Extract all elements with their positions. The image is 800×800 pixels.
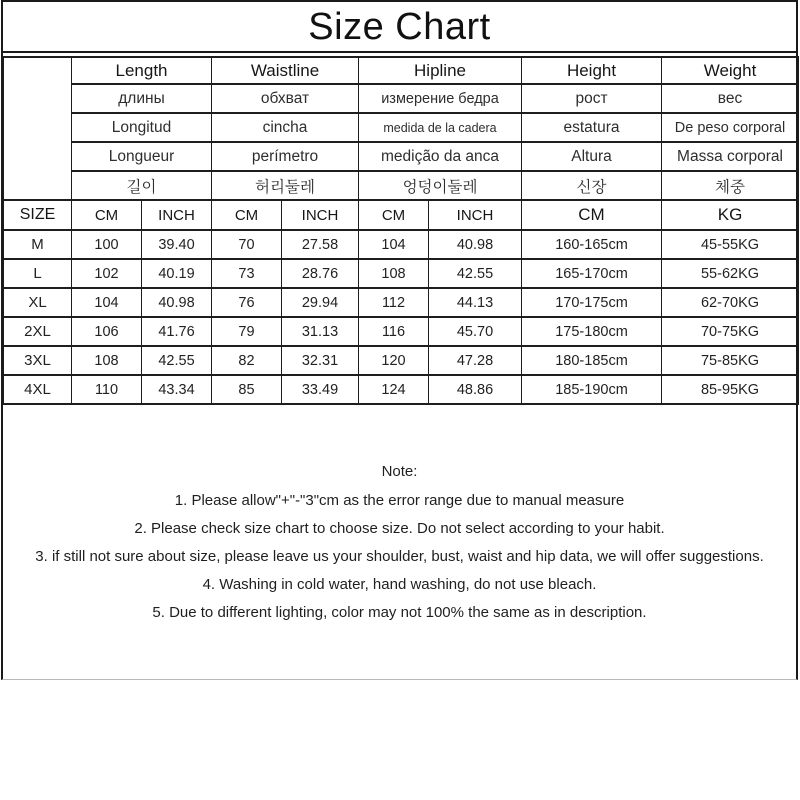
measurement-value: 27.58 [282,230,359,259]
size-row-xl [4,288,799,317]
column-header-height: Height [522,57,662,84]
size-chart-panel [1,0,798,680]
measurement-value: 40.98 [429,230,522,259]
measurement-value: 85 [212,375,282,404]
measurement-value: 28.76 [282,259,359,288]
column-header-waistline: Waistline [212,57,359,84]
translation-cell: 신장 [522,171,662,200]
measurement-value: 42.55 [429,259,522,288]
note-line: 2. Please check size chart to choose size. Do not select according to your habit. [134,520,665,537]
measurement-value: 29.94 [282,288,359,317]
measurement-value: 108 [359,259,429,288]
translation-cell: 체중 [662,171,799,200]
translation-cell: 허리둘레 [212,171,359,200]
size-row-4xl [4,375,799,404]
translation-row-russian [4,84,799,113]
weight-range-value: 45-55KG [662,230,799,259]
measurement-value: 100 [72,230,142,259]
size-label: M [4,230,72,259]
size-label: L [4,259,72,288]
height-range-value: 170-175cm [522,288,662,317]
translation-cell: рост [522,84,662,113]
translation-cell: Massa corporal [662,142,799,171]
column-header-weight: Weight [662,57,799,84]
measurement-value: 102 [72,259,142,288]
measurement-value: 45.70 [429,317,522,346]
translation-cell: cincha [212,113,359,142]
weight-range-value: 55-62KG [662,259,799,288]
measurement-value: 124 [359,375,429,404]
measurement-value: 70 [212,230,282,259]
translation-row-french-portuguese [4,142,799,171]
unit-header-height-cm: CM [522,200,662,230]
unit-header-inch: INCH [142,200,212,230]
measurement-value: 31.13 [282,317,359,346]
column-header-length: Length [72,57,212,84]
measurement-value: 44.13 [429,288,522,317]
measurement-value: 79 [212,317,282,346]
size-label: 3XL [4,346,72,375]
note-line: 4. Washing in cold water, hand washing, do not use bleach. [202,576,597,593]
measurement-value: 76 [212,288,282,317]
unit-header-weight-kg: KG [662,200,799,230]
measurement-value: 42.55 [142,346,212,375]
weight-range-value: 70-75KG [662,317,799,346]
size-row-2xl [4,317,799,346]
measurement-value: 40.98 [142,288,212,317]
unit-header-size: SIZE [4,200,72,230]
translation-cell: medida de la cadera [359,113,522,142]
translation-cell: 엉덩이둘레 [359,171,522,200]
height-range-value: 175-180cm [522,317,662,346]
measurement-value: 112 [359,288,429,317]
translation-row-korean [4,171,799,200]
column-header-hipline: Hipline [359,57,522,84]
unit-header-cm: CM [212,200,282,230]
measurement-value: 32.31 [282,346,359,375]
measurement-value: 104 [359,230,429,259]
page-title: Size Chart [3,2,796,53]
measurement-value: 47.28 [429,346,522,375]
measurement-value: 73 [212,259,282,288]
measurement-value: 39.40 [142,230,212,259]
size-chart-table [3,56,799,405]
translation-cell: обхват [212,84,359,113]
weight-range-value: 62-70KG [662,288,799,317]
size-label: XL [4,288,72,317]
height-range-value: 165-170cm [522,259,662,288]
translation-cell: De peso corporal [662,113,799,142]
size-column-spacer [4,57,72,200]
weight-range-value: 85-95KG [662,375,799,404]
unit-header-cm: CM [72,200,142,230]
size-row-l [4,259,799,288]
note-line: 3. if still not sure about size, please leave us your shoulder, bust, waist and hip data, we will offer suggestions. [35,548,764,565]
note-line: 1. Please allow"+"-"3"cm as the error range due to manual measure [174,492,625,509]
translation-cell: Altura [522,142,662,171]
note-section [3,459,796,627]
unit-header-inch: INCH [429,200,522,230]
measurement-value: 106 [72,317,142,346]
translation-cell: вес [662,84,799,113]
measurement-value: 33.49 [282,375,359,404]
height-range-value: 180-185cm [522,346,662,375]
size-row-3xl [4,346,799,375]
measurement-value: 43.34 [142,375,212,404]
column-header-row [4,57,799,84]
translation-cell: perímetro [212,142,359,171]
measurement-value: 104 [72,288,142,317]
translation-cell: medição da anca [359,142,522,171]
translation-cell: estatura [522,113,662,142]
size-row-m [4,230,799,259]
translation-row-spanish [4,113,799,142]
measurement-value: 82 [212,346,282,375]
unit-header-row [4,200,799,230]
measurement-value: 41.76 [142,317,212,346]
note-line: 5. Due to different lighting, color may not 100% the same as in description. [152,604,647,621]
measurement-value: 40.19 [142,259,212,288]
measurement-value: 110 [72,375,142,404]
measurement-value: 116 [359,317,429,346]
unit-header-inch: INCH [282,200,359,230]
measurement-value: 108 [72,346,142,375]
height-range-value: 185-190cm [522,375,662,404]
translation-cell: 길이 [72,171,212,200]
translation-cell: Longitud [72,113,212,142]
height-range-value: 160-165cm [522,230,662,259]
unit-header-cm: CM [359,200,429,230]
size-label: 4XL [4,375,72,404]
measurement-value: 120 [359,346,429,375]
translation-cell: длины [72,84,212,113]
translation-cell: Longueur [72,142,212,171]
translation-cell: измерение бедра [359,84,522,113]
note-heading: Note: [381,463,418,480]
weight-range-value: 75-85KG [662,346,799,375]
measurement-value: 48.86 [429,375,522,404]
size-label: 2XL [4,317,72,346]
